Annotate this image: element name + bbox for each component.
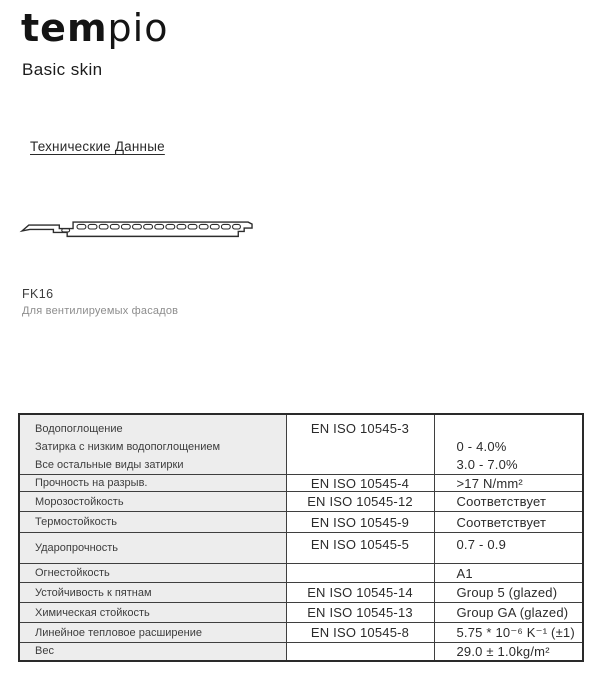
panel-profile-drawing [18, 212, 254, 246]
property-label: Термостойкость [19, 512, 286, 533]
table-row [19, 512, 583, 533]
property-label: Морозостойкость [19, 492, 286, 512]
standard-cell: EN ISO 10545-5 [286, 533, 434, 564]
property-label: Линейное тепловое расширение [19, 623, 286, 643]
property-label: Водопоглощение [35, 423, 123, 435]
table-row [19, 603, 583, 623]
value-cell: Group GA (glazed) [434, 603, 583, 623]
table-row [19, 533, 583, 564]
property-cell [19, 414, 286, 475]
table-row [19, 414, 583, 475]
standard-cell [286, 643, 434, 661]
table-row [19, 564, 583, 583]
value-cell [434, 414, 583, 475]
value-cell: 5.75 * 10⁻⁶ K⁻¹ (±1) [434, 623, 583, 643]
standard-cell: EN ISO 10545-4 [286, 475, 434, 492]
standard-cell: EN ISO 10545-14 [286, 583, 434, 603]
value-text: 3.0 - 7.0% [456, 457, 518, 472]
property-label: Ударопрочность [19, 533, 286, 564]
standard-cell: EN ISO 10545-9 [286, 512, 434, 533]
property-label: Химическая стойкость [19, 603, 286, 623]
property-label: Прочность на разрыв. [19, 475, 286, 492]
section-heading: Технические Данные [30, 139, 165, 154]
table-row [19, 623, 583, 643]
standard-cell: EN ISO 10545-13 [286, 603, 434, 623]
value-cell: 0.7 - 0.9 [434, 533, 583, 564]
table-row [19, 492, 583, 512]
product-line-title: Basic skin [22, 60, 103, 79]
standard-cell: EN ISO 10545-12 [286, 492, 434, 512]
standard-cell [286, 564, 434, 583]
property-label: Устойчивость к пятнам [19, 583, 286, 603]
property-label: Вес [19, 643, 286, 661]
logo-text-bold: tem [21, 6, 108, 50]
table-row [19, 583, 583, 603]
standard-cell: EN ISO 10545-3 [286, 414, 434, 475]
value-cell: >17 N/mm² [434, 475, 583, 492]
logo-text-light: pio [107, 6, 169, 50]
tempio-logo [21, 6, 168, 52]
value-cell: Соответствует [434, 492, 583, 512]
value-cell: Group 5 (glazed) [434, 583, 583, 603]
property-label: Затирка с низким водопоглощением [35, 441, 221, 453]
standard-cell: EN ISO 10545-8 [286, 623, 434, 643]
property-label: Огнестойкость [19, 564, 286, 583]
product-description: Для вентилируемых фасадов [22, 305, 179, 317]
table-row [19, 475, 583, 492]
table-row [19, 643, 583, 661]
value-cell: A1 [434, 564, 583, 583]
value-text: 0 - 4.0% [456, 439, 507, 454]
property-label: Все остальные виды затирки [35, 459, 184, 471]
value-cell: Соответствует [434, 512, 583, 533]
value-cell: 29.0 ± 1.0kg/m² [434, 643, 583, 661]
product-code: FK16 [22, 287, 54, 301]
technical-data-table [18, 413, 584, 662]
